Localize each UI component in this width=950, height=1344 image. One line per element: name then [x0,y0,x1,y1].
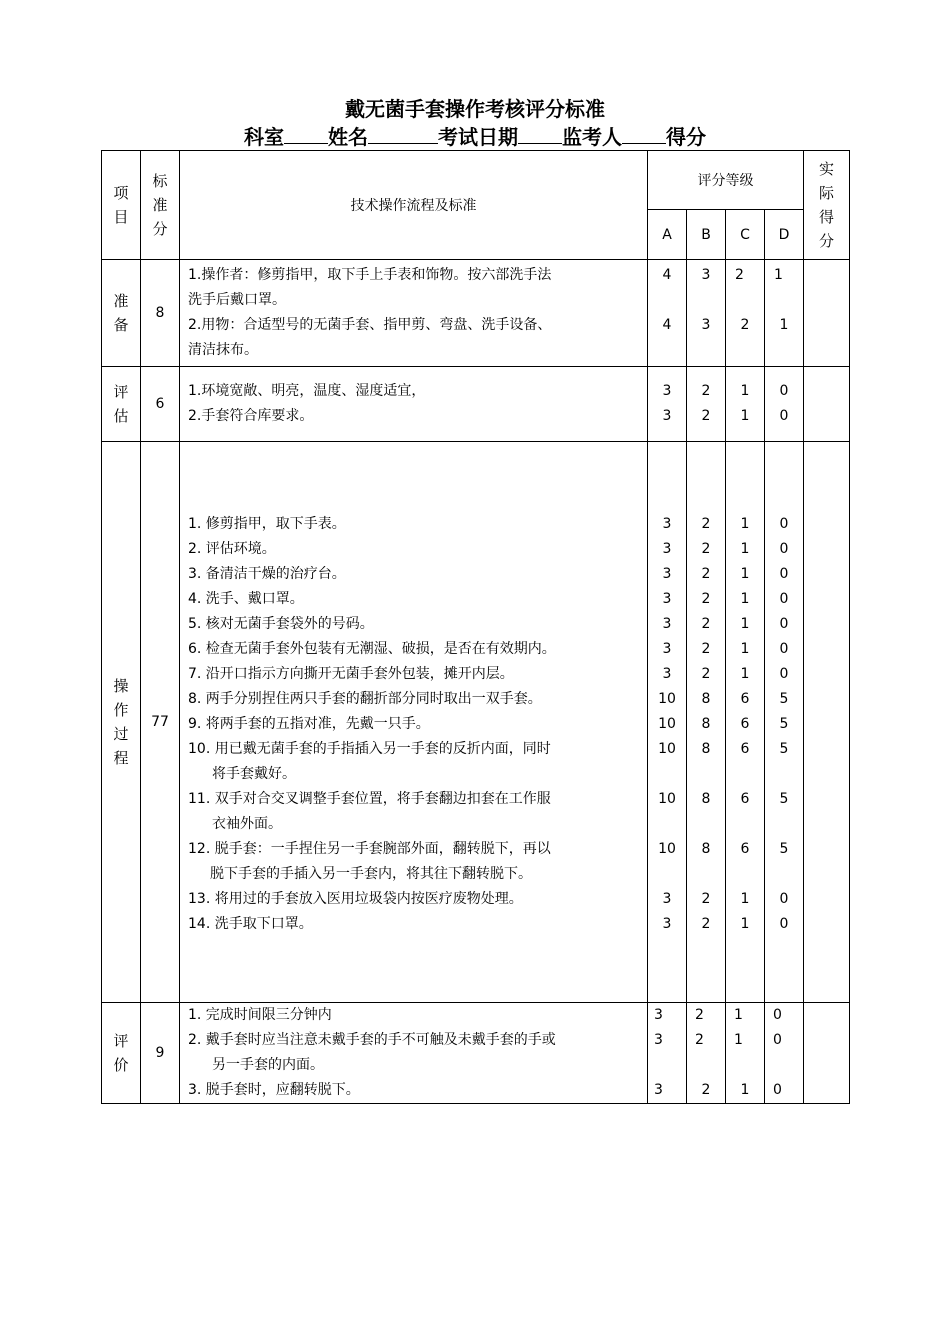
score-label: 得分 [666,125,706,149]
score-col-a: 3 3 3 3 3 3 3 10 10 10 10 10 3 3 [648,442,687,1003]
section-score: 6 [141,367,180,442]
grade-a: A [648,210,687,260]
grade-c: C [726,210,765,260]
header-actual: 实 际 得 分 [804,151,850,260]
score-col-b: 3 3 [687,260,726,367]
date-label: 考试日期 [438,125,518,149]
grade-b: B [687,210,726,260]
exam-info-line [0,123,950,150]
section-content: 1. 修剪指甲，取下手表。 2. 评估环境。 3. 备清洁干燥的治疗台。 4. 洗手、戴口罩。 5. 核对无菌手套袋外的号码。 6. 检查无菌手套外包装有无潮湿、破损，是否在有效期内。 7. 沿开口指示方向撕开无菌手套外包装，摊开内层。 8. 两手分别捏住两只手套的翻折部分同时取出一双手套。 9. 将两手套的五指对准，先戴一只手。 10. 用已戴无菌手套的手指插入另一手套的反折内面，同时 将手套戴好。 11. 双手对合交叉调整手套位置，将手套翻边扣套在工作服 衣袖外面。 12. 脱手套：一手捏住另一手套腕部外面，翻转脱下，再以 脱下手套的手插入另一手套内，将其往下翻转脱下。 13. 将用过的手套放入医用垃圾袋内按医疗废物处理。 14. 洗手取下口罩。 [180,442,648,1003]
score-col-a: 3 3 [648,367,687,442]
actual-score-cell[interactable] [804,260,850,367]
date-blank[interactable] [518,123,562,144]
section-name: 评 价 [102,1003,141,1104]
section-content: 1.环境宽敞、明亮，温度、湿度适宜， 2.手套符合库要求。 [180,367,648,442]
section-name: 评 估 [102,367,141,442]
grade-d: D [765,210,804,260]
supervisor-label: 监考人 [562,125,622,149]
actual-score-cell[interactable] [804,367,850,442]
score-col-c: 1 1 1 1 1 1 1 6 6 6 6 6 1 1 [726,442,765,1003]
name-label: 姓名 [328,125,368,149]
scoring-table [101,150,850,1104]
score-col-d: 1 1 [765,260,804,367]
score-col-c: 1 1 [726,367,765,442]
header-item: 项 目 [102,151,141,260]
dept-blank[interactable] [284,123,328,144]
score-col-d: 0 0 0 [765,1003,804,1104]
score-col-c: 1 1 1 [726,1003,765,1104]
supervisor-blank[interactable] [622,123,666,144]
dept-label: 科室 [244,125,284,149]
section-name: 准 备 [102,260,141,367]
section-name: 操 作 过 程 [102,442,141,1003]
name-blank[interactable] [368,123,438,144]
header-procedure: 技术操作流程及标准 [180,151,648,260]
section-prep [102,260,850,367]
actual-score-cell[interactable] [804,442,850,1003]
score-col-d: 0 0 [765,367,804,442]
section-score: 77 [141,442,180,1003]
section-process [102,442,850,1003]
section-content: 1. 完成时间限三分钟内 2. 戴手套时应当注意未戴手套的手不可触及未戴手套的手或 另一手套的内面。 3. 脱手套时，应翻转脱下。 [180,1003,648,1104]
score-col-a: 4 4 [648,260,687,367]
score-col-b: 2 2 2 2 2 2 2 8 8 8 8 8 2 2 [687,442,726,1003]
actual-score-cell[interactable] [804,1003,850,1104]
header-grade: 评分等级 [648,151,804,210]
score-col-b: 2 2 2 [687,1003,726,1104]
section-assess [102,367,850,442]
score-col-b: 2 2 [687,367,726,442]
header-standard: 标 准 分 [141,151,180,260]
score-col-d: 0 0 0 0 0 0 0 5 5 5 5 5 0 0 [765,442,804,1003]
score-col-a: 3 3 3 [648,1003,687,1104]
score-col-c: 2 2 [726,260,765,367]
section-score: 9 [141,1003,180,1104]
section-score: 8 [141,260,180,367]
section-evaluate [102,1003,850,1104]
page-title: 戴无菌手套操作考核评分标准 [345,97,605,121]
section-content: 1.操作者：修剪指甲，取下手上手表和饰物。按六部洗手法 洗手后戴口罩。 2.用物：合适型号的无菌手套、指甲剪、弯盘、洗手设备、 清洁抹布。 [180,260,648,367]
